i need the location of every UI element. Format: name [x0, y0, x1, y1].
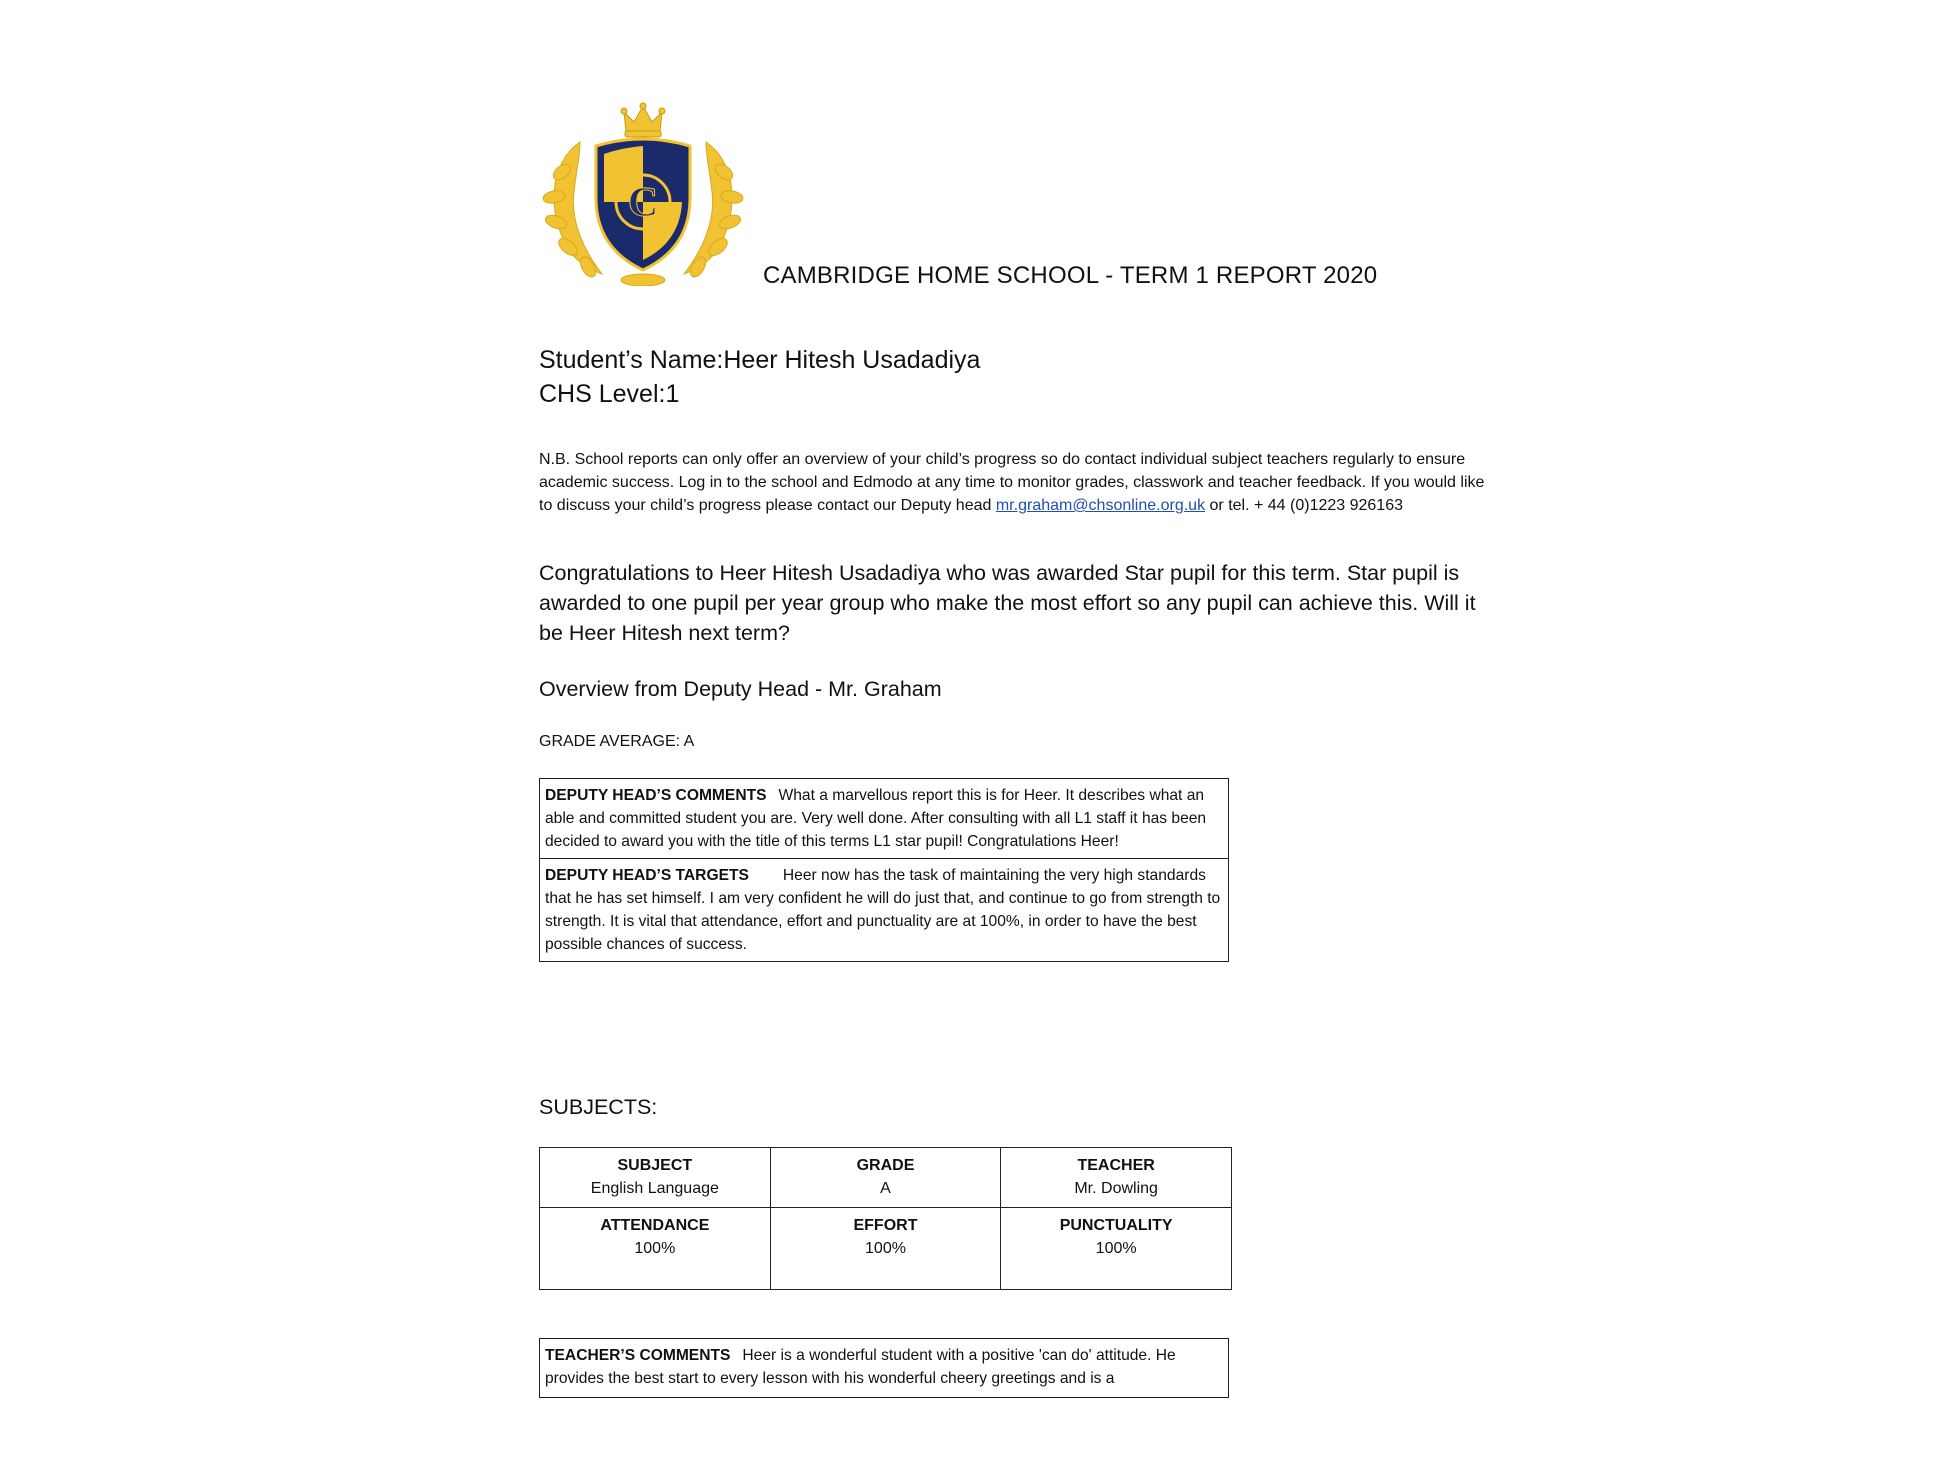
svg-text:C: C: [627, 180, 659, 226]
nb-note-phone: or tel. + 44 (0)1223 926163: [1205, 497, 1403, 514]
cell-header: TEACHER: [1077, 1157, 1155, 1174]
deputy-head-comments: [540, 779, 1228, 858]
deputy-head-email-link[interactable]: mr.graham@chsonline.org.uk: [995, 497, 1206, 514]
grade-cell: [770, 1148, 1001, 1208]
table-row: [540, 1208, 1232, 1290]
cell-value: 100%: [634, 1240, 676, 1257]
deputy-head-targets-label: DEPUTY HEAD’S TARGETS: [545, 867, 749, 884]
cell-value: English Language: [590, 1180, 719, 1197]
cell-header: SUBJECT: [617, 1157, 693, 1174]
table-row: [540, 1148, 1232, 1208]
cell-header: EFFORT: [853, 1217, 918, 1234]
student-name: Student’s Name:Heer Hitesh Usadadiya: [539, 346, 981, 374]
cell-header: GRADE: [856, 1157, 915, 1174]
grade-average: GRADE AVERAGE: A: [539, 733, 695, 750]
teacher-comments-label: TEACHER’S COMMENTS: [545, 1347, 731, 1364]
effort-cell: [770, 1208, 1001, 1290]
teacher-comments: [540, 1339, 1228, 1395]
teacher-comments-text: Heer is a wonderful student with a positive 'can do' attitude. He provides the best start to every lesson with his wonderful cheery greetings and is a: [545, 1347, 1176, 1387]
deputy-head-comments-text: What a marvellous report this is for Heer. It describes what an able and committed student you are. Very well done. After consulting with all L1 staff it has been decided to award you with the title of this terms L1 star pupil! Congratulations Heer!: [545, 787, 1207, 850]
cell-header: PUNCTUALITY: [1059, 1217, 1173, 1234]
report-title: CAMBRIDGE HOME SCHOOL - TERM 1 REPORT 2020: [763, 262, 1378, 289]
deputy-head-targets: [540, 858, 1228, 961]
attendance-cell: [540, 1208, 771, 1290]
punctuality-cell: [1001, 1208, 1232, 1290]
star-pupil-congratulations: Congratulations to Heer Hitesh Usadadiya who was awarded Star pupil for this term. Star pupil is awarded to one pupil per year group who make the most effort so any pupil can achieve this. Will it be Heer Hitesh next term?: [539, 561, 1476, 645]
subject-table: [539, 1147, 1232, 1290]
cell-value: 100%: [865, 1240, 906, 1257]
nb-note-text: N.B. School reports can only offer an overview of your child’s progress so do contact individual subject teachers regularly to ensure academic success. Log in to the school and Edmodo at any time to monitor grades, classwork and teacher feedback. If you would like to discuss your child’s progress please contact our Deputy head: [539, 451, 1485, 514]
nb-note: [539, 448, 1499, 517]
cell-value: Mr. Dowling: [1074, 1180, 1158, 1197]
deputy-head-box: [539, 778, 1229, 962]
chs-level: CHS Level:1: [539, 380, 680, 408]
deputy-head-targets-text: Heer now has the task of maintaining the very high standards that he has set himself. I am very confident he will do just that, and continue to go from strength to strength. It is vital that attendance, effort and punctuality are at 100%, in order to have the best possible chances of success.: [545, 867, 1221, 953]
teacher-comments-box: [539, 1338, 1229, 1398]
school-crest-logo: [540, 102, 746, 286]
subject-cell: [540, 1148, 771, 1208]
overview-heading: Overview from Deputy Head - Mr. Graham: [539, 677, 942, 701]
cell-value: A: [880, 1180, 891, 1197]
teacher-cell: [1001, 1148, 1232, 1208]
deputy-head-comments-label: DEPUTY HEAD’S COMMENTS: [545, 787, 767, 804]
cell-header: ATTENDANCE: [600, 1217, 710, 1234]
subjects-heading: SUBJECTS:: [539, 1095, 658, 1119]
cell-value: 100%: [1095, 1240, 1137, 1257]
